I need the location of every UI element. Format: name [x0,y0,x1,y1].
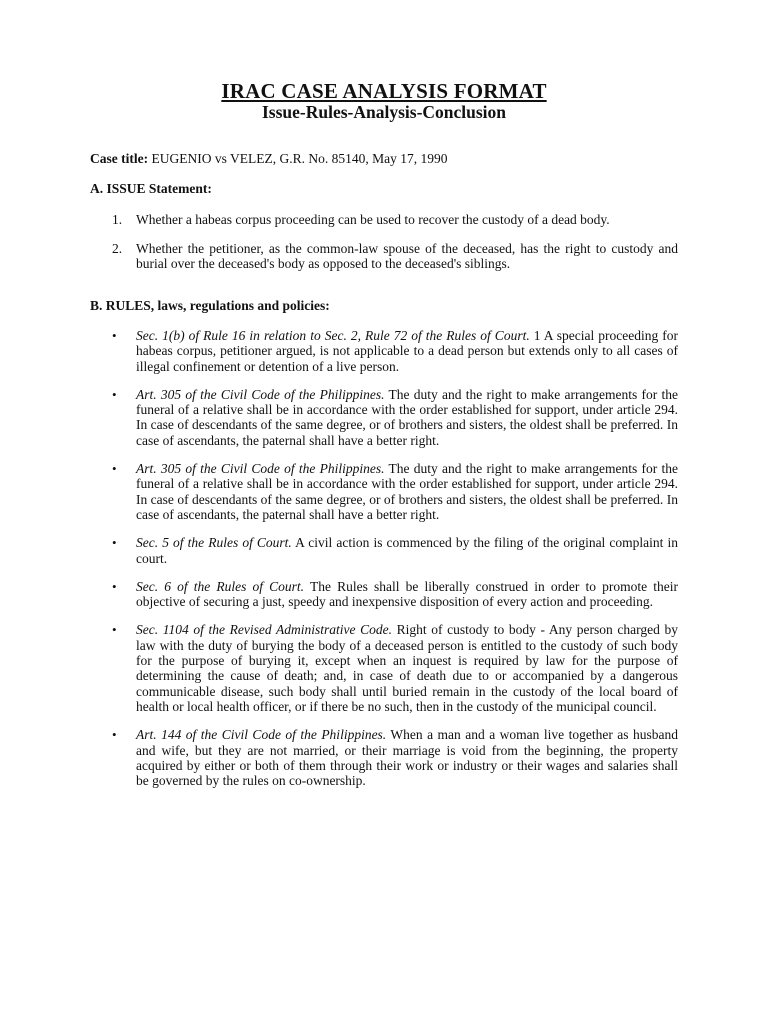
issue-item [90,241,678,272]
case-title-value: EUGENIO vs VELEZ, G.R. No. 85140, May 17, 1990 [151,151,448,166]
rule-item [90,387,678,448]
rule-text: When a man and a woman live together as husband and wife, but they are not married, or their marriage is void from the beginning, the property acquired by either or both of them through their work or industry or their wages and salaries shall be governed by the rules on co-ownership. [136,727,678,789]
rule-text: The duty and the right to make arrangements for the funeral of a relative shall be in accordance with the order established for support, under article 294. In case of descendants of the same degree, or of brothers and sisters, the oldest shall be preferred. In case of ascendants, the paternal shall have a better right. [136,461,678,522]
rule-item [90,727,678,788]
rule-citation: Art. 305 of the Civil Code of the Philippines. [136,461,385,477]
rule-text: Right of custody to body - Any person charged by law with the duty of burying the body of a deceased person is entitled to the custody of such body for the purpose of burying it, except when an inquest is required by law for the purpose of determining the cause of death; and, in case of death due to or accompanied by a dangerous communicable disease, such body shall until buried remain in the custody of the local board of health or local health officer, or if there be no such, then in the custody of the municipal council. [136,622,679,714]
issue-list [90,212,678,272]
issue-item [90,212,678,228]
document-subtitle: Issue-Rules-Analysis-Conclusion [261,102,507,122]
document-title: IRAC CASE ANALYSIS FORMAT [221,79,547,103]
rule-item [90,328,678,374]
bullet-icon: • [112,386,117,402]
case-title [90,151,447,167]
rule-text: The Rules shall be liberally construed in order to promote their objective of securing a just, speedy and inexpensive disposition of every action and proceeding. [136,578,678,610]
issue-text: Whether the petitioner, as the common-law spouse of the deceased, has the right to custody and burial over the deceased's body as opposed to the deceased's siblings. [136,240,678,271]
rule-item [90,461,678,522]
bullet-icon: • [112,622,117,638]
bullet-icon: • [112,727,117,743]
bullet-icon: • [112,328,117,343]
rule-citation: Art. 305 of the Civil Code of the Philippines. [136,386,385,402]
bullet-icon: • [112,578,117,594]
section-a-heading: A. ISSUE Statement: [90,181,212,196]
section-b-heading: B. RULES, laws, regulations and policies: [90,298,330,313]
rule-item [90,622,678,714]
issue-number: 2. [112,240,123,256]
rule-citation: Art. 144 of the Civil Code of the Philippines. [136,727,387,743]
rule-item [90,535,678,566]
issue-number: 1. [112,212,123,227]
bullet-icon: • [112,461,117,477]
rule-text: The duty and the right to make arrangements for the funeral of a relative shall be in accordance with the order established for support, under article 294. In case of descendants of the same degree, or of brothers and sisters, the oldest shall be preferred. In case of ascendants, the paternal shall have a better right. [136,386,678,448]
rule-text: A civil action is commenced by the filing of the original complaint in court. [136,535,678,566]
rule-citation: Sec. 1(b) of Rule 16 in relation to Sec. 2, Rule 72 of the Rules of Court. [136,328,530,343]
rule-citation: Sec. 5 of the Rules of Court. [136,535,292,551]
bullet-icon: • [112,535,117,551]
issue-text: Whether a habeas corpus proceeding can be used to recover the custody of a dead body. [136,212,610,227]
rule-text: 1 A special proceeding for habeas corpus, petitioner argued, is not applicable to a dead person but extends only to all cases of illegal confinement or detention of a live person. [136,328,678,374]
rule-item [90,579,678,610]
rule-citation: Sec. 1104 of the Revised Administrative Code. [136,622,392,638]
rules-list [90,328,678,801]
case-title-label: Case title: [90,151,149,166]
rule-citation: Sec. 6 of the Rules of Court. [136,578,305,594]
